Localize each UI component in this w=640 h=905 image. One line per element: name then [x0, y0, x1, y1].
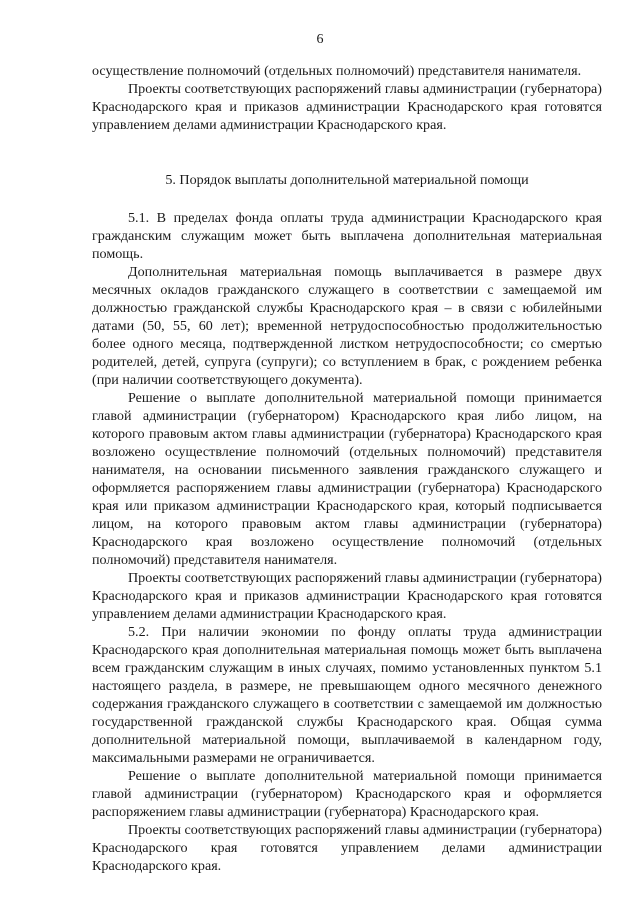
paragraph-drafts-5-1: Проекты соответствующих распоряжений главы администрации (губернатора) Краснодарского края и приказов администрации Краснодарского края готовятся управлением делами администрации Краснодарского края. [92, 570, 602, 622]
document-body [92, 62, 602, 875]
paragraph-decision-5-2: Решение о выплате дополнительной материальной помощи принимается главой администрации (губернатором) Краснодарского края и оформляется распоряжением главы администрации (губернатора) Краснодарского края. [92, 768, 602, 820]
paragraph-drafts-note: Проекты соответствующих распоряжений главы администрации (губернатора) Краснодарского края и приказов администрации Краснодарского края готовятся управлением делами администрации Краснодарского края. [92, 81, 602, 133]
section-heading: 5. Порядок выплаты дополнительной материальной помощи [165, 172, 529, 188]
paragraph-5-1: 5.1. В пределах фонда оплаты труда администрации Краснодарского края гражданским служащим может быть выплачена дополнительная материальная помощь. [92, 210, 602, 262]
paragraph-amount: Дополнительная материальная помощь выплачивается в размере двух месячных окладов гражданского служащего в соответствии с замещаемой им должностью гражданской службы Краснодарского края – в связи с юбилейными датами (50, 55, 60 лет); временной нетрудоспособностью продолжительностью более одного месяца, подтвержденной листком нетрудоспособности; со смертью родителей, детей, супруга (супруги); со вступлением в брак, с рождением ребенка (при наличии соответствующего документа). [92, 264, 602, 388]
page-number: 6 [316, 32, 324, 47]
paragraph-continuation: осуществление полномочий (отдельных полномочий) представителя нанимателя. [92, 63, 582, 79]
paragraph-drafts-5-2: Проекты соответствующих распоряжений главы администрации (губернатора) Краснодарского края готовятся управлением делами администрации Краснодарского края. [92, 822, 602, 874]
paragraph-decision: Решение о выплате дополнительной материальной помощи принимается главой администрации (губернатором) Краснодарского края либо лицом, на которого правовым актом главы администрации (губернатора) Краснодарского края возложено осуществление полномочий (отдельных полномочий) представителя нанимателя, на основании письменного заявления гражданского служащего и оформляется распоряжением главы администрации (губернатора) Краснодарского края или приказом администрации Краснодарского края, который подписывается лицом, на которого правовым актом главы администрации (губернатора) Краснодарского края возложено осуществление полномочий (отдельных полномочий) представителя нанимателя. [92, 390, 602, 568]
paragraph-5-2: 5.2. При наличии экономии по фонду оплаты труда администрации Краснодарского края дополнительная материальная помощь может быть выплачена всем гражданским служащим в иных случаях, помимо установленных пунктом 5.1 настоящего раздела, в размере, не превышающем одного месячного денежного содержания гражданского служащего в соответствии с замещаемой им должностью государственной гражданской службы Краснодарского края. Общая сумма дополнительной материальной помощи, выплачиваемой в календарном году, максимальными размерами не ограничивается. [92, 624, 602, 766]
